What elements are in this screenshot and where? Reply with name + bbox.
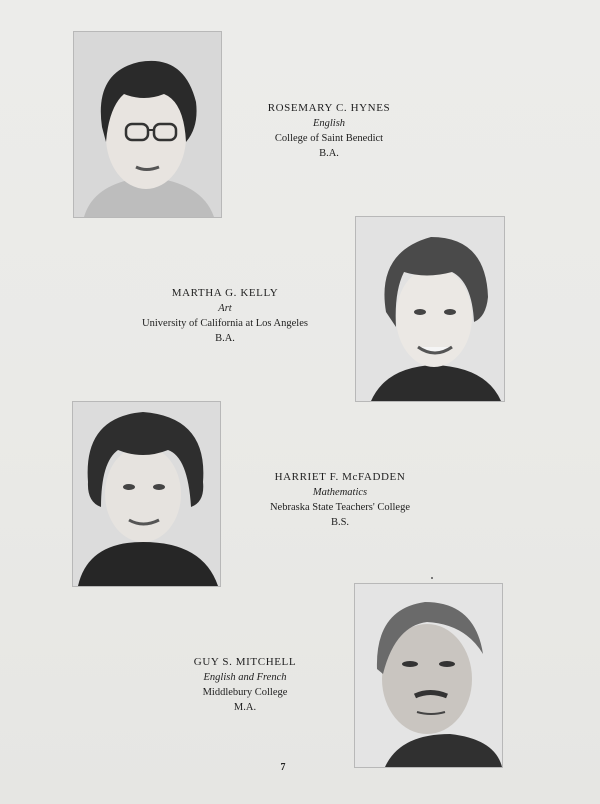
faculty-college: Nebraska State Teachers' College [269, 502, 411, 513]
faculty-subject: Mathematics [312, 487, 368, 498]
faculty-entry-mcfadden [250, 470, 430, 530]
faculty-degree: M.A. [233, 702, 257, 713]
print-speck [431, 577, 433, 579]
faculty-degree: B.A. [319, 148, 339, 159]
faculty-subject: English and French [203, 672, 287, 683]
faculty-entry-hynes [244, 101, 414, 161]
portrait-photo-icon [74, 32, 221, 217]
portrait-photo-icon [355, 584, 502, 767]
portrait-photo-kelly [355, 216, 505, 402]
faculty-college: University of California at Los Angeles [142, 318, 308, 329]
portrait-photo-hynes [73, 31, 222, 218]
faculty-college: Middlebury College [202, 687, 288, 698]
faculty-degree: B.A. [215, 333, 235, 344]
faculty-name: MARTHA G. KELLY [171, 287, 279, 299]
faculty-name: ROSEMARY C. HYNES [267, 102, 391, 114]
faculty-name: GUY S. MITCHELL [193, 656, 297, 668]
faculty-subject: Art [218, 303, 232, 314]
portrait-photo-mcfadden [72, 401, 221, 587]
portrait-photo-icon [356, 217, 504, 401]
faculty-name: HARRIET F. McFADDEN [274, 471, 406, 483]
portrait-photo-mitchell [354, 583, 503, 768]
page-number: 7 [280, 762, 286, 773]
faculty-degree: B.S. [330, 517, 350, 528]
portrait-photo-icon [73, 402, 220, 586]
faculty-entry-kelly [120, 286, 330, 346]
faculty-college: College of Saint Benedict [274, 133, 384, 144]
faculty-entry-mitchell [170, 655, 320, 715]
faculty-subject: English [312, 118, 346, 129]
